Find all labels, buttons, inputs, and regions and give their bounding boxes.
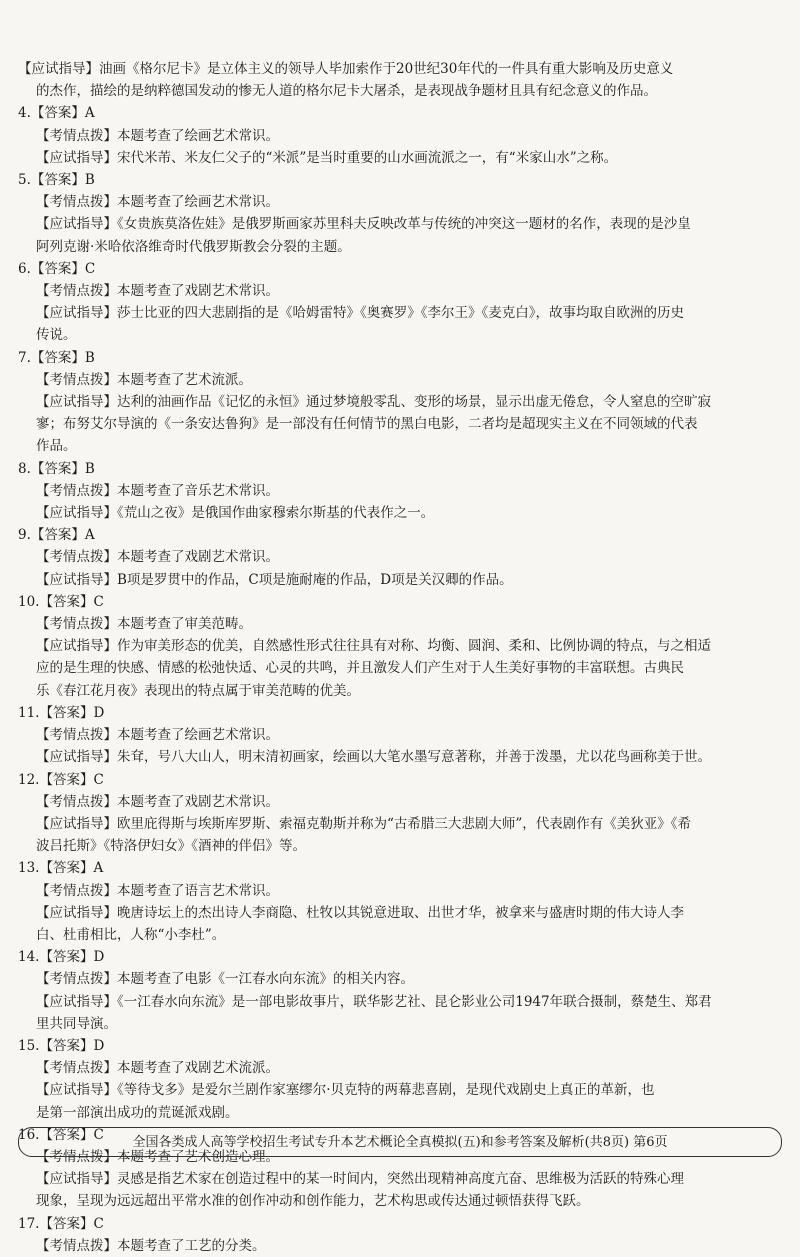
question-number: 16.: [18, 1126, 40, 1143]
question-number: 5.: [18, 172, 31, 189]
question-number: 11.: [18, 704, 40, 721]
question-number: 6.: [18, 260, 31, 277]
answer-text: 【答案】D: [39, 1037, 105, 1054]
answer-item: [18, 1035, 788, 1124]
explanation-line: 【应试指导】油画《格尔尼卡》是立体主义的领导人毕加索作于20世纪30年代的一件具有重大影响及历史意义: [18, 61, 674, 77]
explanation-line: 【考情点拨】本题考查了音乐艺术常识。: [36, 482, 279, 499]
explanation-line: 【应试指导】达利的油画作品《记忆的永恒》通过梦境般零乱、变形的场景，显示出虚无倦怠，令人窒息的空旷寂: [36, 394, 711, 411]
answer-line: [18, 258, 788, 280]
explanation-line: 【应试指导】B项是罗贯中的作品，C项是施耐庵的作品，D项是关汉卿的作品。: [36, 571, 513, 588]
question-number: 4.: [18, 105, 31, 122]
answer-text: 【答案】B: [30, 349, 95, 366]
footer-text: 全国各类成人高等学校招生考试专升本艺术概论全真模拟(五)和参考答案及解析(共8页) 第6页: [132, 1135, 668, 1150]
explanation-line: 【考情点拨】本题考查了戏剧艺术常识。: [36, 793, 279, 810]
explanation-line: 【应试指导】欧里庇得斯与埃斯库罗斯、索福克勒斯并称为“古希腊三大悲剧大师”，代表剧作有《美狄亚》《希: [36, 815, 692, 832]
answer-item: [18, 347, 788, 458]
question-number: 15.: [18, 1037, 40, 1054]
answer-line: [18, 591, 788, 613]
question-number: 9.: [18, 527, 31, 544]
explanation-continuation: 作品。: [36, 438, 77, 455]
answer-item: [18, 946, 788, 1035]
answer-text: 【答案】C: [39, 1215, 104, 1232]
explanation-line: 【考情点拨】本题考查了工艺的分类。: [36, 1237, 266, 1254]
answer-line: [18, 524, 788, 546]
answer-item: [18, 102, 788, 169]
answer-line: [18, 347, 788, 369]
answer-text: 【答案】D: [39, 704, 105, 721]
explanation-line: 【应试指导】作为审美形态的优美，自然感性形式往往具有对称、均衡、圆润、柔和、比例协调的特点，与之相适: [36, 638, 711, 655]
explanation-continuation: 乐《春江花月夜》表现出的特点属于审美范畴的优美。: [36, 682, 360, 699]
explanation-line: 【应试指导】《女贵族莫洛佐娃》是俄罗斯画家苏里科夫反映改革与传统的冲突这一题材的名作，表现的是沙皇: [36, 216, 691, 233]
explanation-continuation: 现象，呈现为远远超出平常水准的创作冲动和创作能力，艺术构思或传达通过顿悟获得飞跃。: [36, 1193, 590, 1210]
explanation-line: 【考情点拨】本题考查了绘画艺术常识。: [36, 194, 279, 211]
explanation-continuation: 的杰作，描绘的是纳粹德国发动的惨无人道的格尔尼卡大屠杀，是表现战争题材且具有纪念意义的作品。: [36, 83, 657, 100]
explanation-line: 【应试指导】宋代米芾、米友仁父子的“米派”是当时重要的山水画流派之一，有“米家山水”之称。: [36, 149, 618, 166]
answer-item: [18, 458, 788, 525]
answer-text: 【答案】C: [39, 771, 104, 788]
explanation-continuation: 里共同导演。: [36, 1015, 117, 1032]
answer-item: [18, 591, 788, 702]
answer-line: [18, 458, 788, 480]
answer-line: [18, 1035, 788, 1057]
explanation-continuation: 是第一部演出成功的荒诞派戏剧。: [36, 1104, 239, 1121]
explanation-continuation: 波吕托斯》《特洛伊妇女》《酒神的伴侣》等。: [36, 838, 306, 855]
answer-item: [18, 857, 788, 946]
explanation-continuation: 阿列克谢·米哈依洛维奇时代俄罗斯教会分裂的主题。: [36, 238, 351, 255]
explanation-line: 【应试指导】灵感是指艺术家在创造过程中的某一时间内，突然出现精神高度亢奋、思维极为活跃的特殊心理: [36, 1171, 684, 1188]
answer-item: [18, 769, 788, 858]
explanation-continuation: 传说。: [36, 327, 77, 344]
explanation-line: 【考情点拨】本题考查了绘画艺术常识。: [36, 127, 279, 144]
answer-line: [18, 702, 788, 724]
explanation-continuation: 白、杜甫相比，人称“小李杜”。: [36, 926, 226, 943]
question-number: 8.: [18, 460, 31, 477]
question-number: 17.: [18, 1215, 40, 1232]
answer-line: [18, 857, 788, 879]
answer-item: [18, 258, 788, 347]
explanation-line: 【考情点拨】本题考查了戏剧艺术常识。: [36, 283, 279, 300]
explanation-continuation: 寥；布努艾尔导演的《一条安达鲁狗》是一部没有任何情节的黑白电影，二者均是超现实主义在不同领域的代表: [36, 416, 698, 433]
answer-text: 【答案】B: [30, 172, 95, 189]
answer-line: [18, 169, 788, 191]
explanation-line: 【考情点拨】本题考查了艺术流派。: [36, 371, 252, 388]
explanation-line: 【考情点拨】本题考查了语言艺术常识。: [36, 882, 279, 899]
explanation-line: 【应试指导】《一江春水向东流》是一部电影故事片，联华影艺社、昆仑影业公司1947年联合摄制，蔡楚生、郑君: [36, 993, 712, 1010]
explanation-line: 【考情点拨】本题考查了审美范畴。: [36, 616, 252, 633]
answer-item: [18, 1213, 788, 1257]
question-number: 13.: [18, 860, 40, 877]
explanation-line: 【应试指导】晚唐诗坛上的杰出诗人李商隐、杜牧以其锐意进取、出世才华，被拿来与盛唐时期的伟大诗人李: [36, 904, 684, 921]
explanation-line: 【应试指导】《荒山之夜》是俄国作曲家穆索尔斯基的代表作之一。: [36, 505, 435, 522]
question-number: 10.: [18, 593, 40, 610]
explanation-line: 【应试指导】莎士比亚的四大悲剧指的是《哈姆雷特》《奥赛罗》《李尔王》《麦克白》，故事均取自欧洲的历史: [36, 305, 684, 322]
explanation-line: 【考情点拨】本题考查了电影《一江春水向东流》的相关内容。: [36, 971, 414, 988]
answer-item: [18, 702, 788, 769]
explanation-line: 【考情点拨】本题考查了绘画艺术常识。: [36, 727, 279, 744]
question-number: 14.: [18, 949, 40, 966]
answer-text: 【答案】C: [39, 1126, 104, 1143]
answer-text: 【答案】A: [39, 860, 104, 877]
answer-line: [18, 102, 788, 124]
explanation-line: 【考情点拨】本题考查了戏剧艺术流派。: [36, 1060, 279, 1077]
explanation-continuation: 应的是生理的快感、情感的松弛快适、心灵的共鸣，并且激发人们产生对于人生美好事物的丰富联想。古典民: [36, 660, 684, 677]
answer-line: [18, 1213, 788, 1235]
explanation-line: 【考情点拨】本题考查了戏剧艺术常识。: [36, 549, 279, 566]
answer-line: [18, 946, 788, 968]
answer-text: 【答案】A: [30, 527, 95, 544]
answer-item: [18, 58, 788, 102]
explanation-line: 【应试指导】《等待戈多》是爱尔兰剧作家塞缪尔·贝克特的两幕悲喜剧，是现代戏剧史上真正的革新，也: [36, 1082, 655, 1099]
answer-text: 【答案】D: [39, 949, 105, 966]
answer-page: [18, 58, 788, 1257]
answer-item: [18, 169, 788, 258]
answer-item: [18, 524, 788, 591]
answer-text: 【答案】C: [30, 260, 96, 277]
answer-text: 【答案】C: [39, 593, 104, 610]
question-number: 7.: [18, 349, 31, 366]
answer-text: 【答案】A: [30, 105, 95, 122]
explanation-line: 【考情点拨】本题考查了艺术创造心理。: [36, 1148, 279, 1165]
answer-text: 【答案】B: [30, 460, 95, 477]
question-number: 12.: [18, 771, 40, 788]
explanation-line: 【应试指导】朱耷，号八大山人，明末清初画家，绘画以大笔水墨写意著称，并善于泼墨，尤以花鸟画称美于世。: [36, 749, 711, 766]
answer-line: [18, 769, 788, 791]
page-footer: [18, 1127, 782, 1157]
